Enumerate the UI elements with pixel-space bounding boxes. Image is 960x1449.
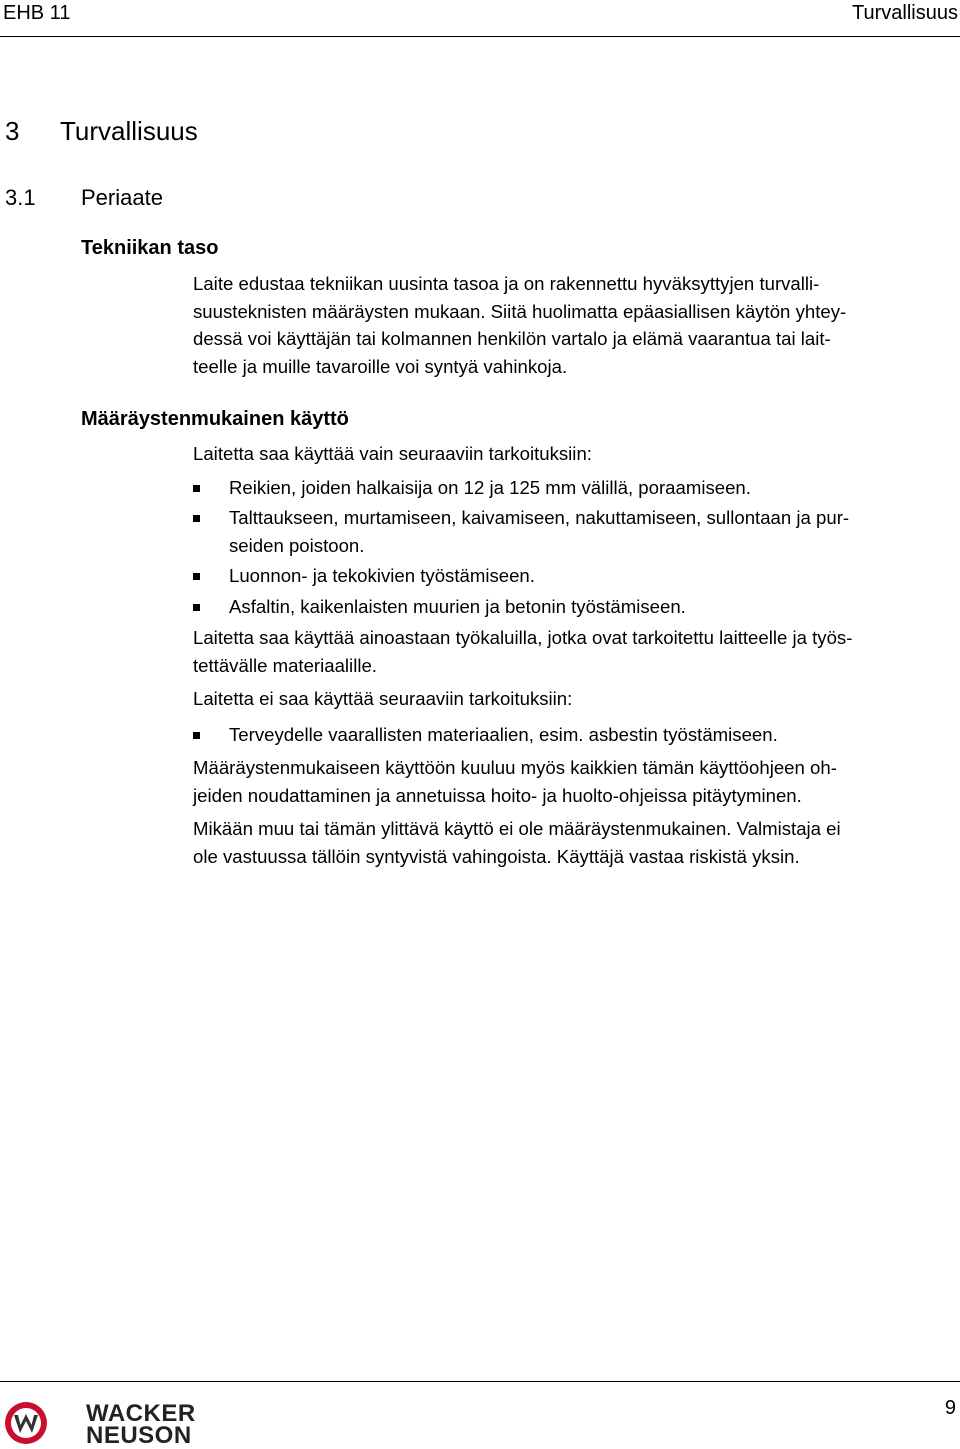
list-item: Luonnon- ja tekokivien työstämiseen. <box>193 562 957 590</box>
logo-text-wacker: WACKER <box>86 1400 196 1427</box>
page-header <box>0 0 960 36</box>
allowed-uses-list <box>193 474 957 621</box>
logo-text-neuson: NEUSON <box>86 1422 192 1449</box>
bullet-square-icon <box>193 732 200 739</box>
compliance-paragraph: Määräystenmukaiseen käyttöön kuuluu myös kaikkien tämän käyttöohjeen oh- jeiden noudattaminen ja annetuissa hoito- ja huolto-ohjeissa pitäytyminen. <box>193 757 837 806</box>
tools-paragraph: Laitetta saa käyttää ainoastaan työkaluilla, jotka ovat tarkoitettu laitteelle ja työs- tettävälle materiaalille. <box>193 627 853 676</box>
header-rule <box>0 36 960 37</box>
section-heading <box>5 185 163 211</box>
page-number: 9 <box>944 1397 956 1419</box>
bullet-square-icon <box>193 515 200 522</box>
section-number: 3.1 <box>5 185 36 210</box>
bullet-square-icon <box>193 604 200 611</box>
other-use-paragraph: Mikään muu tai tämän ylittävä käyttö ei ole määräystenmukainen. Valmistaja ei ole vastuussa tällöin syntyvistä vahingoista. Käyttäjä vastaa riskistä yksin. <box>193 818 841 867</box>
list-item: Asfaltin, kaikenlaisten muurien ja betonin työstämiseen. <box>193 593 957 621</box>
forbidden-uses-list <box>193 721 957 749</box>
list-item: Talttaukseen, murtamiseen, kaivamiseen, nakuttamiseen, sullontaan ja pur- seiden poistoon. <box>193 504 957 559</box>
allowed-intro: Laitetta saa käyttää vain seuraaviin tarkoituksiin: <box>193 443 592 464</box>
paragraph-line: Laite edustaa tekniikan uusinta tasoa ja on rakennettu hyväksyttyjen turvalli- <box>193 273 820 294</box>
chapter-heading <box>5 116 198 147</box>
intended-use-content <box>193 440 957 870</box>
chapter-title: Turvallisuus <box>60 116 198 146</box>
paragraph-line: teelle ja muille tavaroille voi syntyä vahinkoja. <box>193 355 568 377</box>
subsection-title-intended-use: Määräystenmukainen käyttö <box>81 408 349 430</box>
section-title: Periaate <box>81 185 163 210</box>
paragraph-line: dessä voi käyttäjän tai kolmannen henkilön vartalo ja elämä vaarantua tai lait- <box>193 328 831 349</box>
bullet-square-icon <box>193 573 200 580</box>
bullet-square-icon <box>193 485 200 492</box>
state-of-art-paragraph <box>193 270 957 380</box>
list-item: Reikien, joiden halkaisija on 12 ja 125 mm välillä, poraamiseen. <box>193 474 957 502</box>
list-item: Terveydelle vaarallisten materiaalien, esim. asbestin työstämiseen. <box>193 721 957 749</box>
subsection-title-state-of-art: Tekniikan taso <box>81 237 219 259</box>
footer-rule <box>0 1381 960 1382</box>
wacker-neuson-logo <box>2 1400 222 1449</box>
wacker-neuson-w-logo-icon <box>2 1400 50 1446</box>
forbidden-intro: Laitetta ei saa käyttää seuraaviin tarkoituksiin: <box>193 688 573 709</box>
header-chapter-title: Turvallisuus <box>852 2 958 24</box>
chapter-number: 3 <box>5 116 20 146</box>
header-doc-code: EHB 11 <box>3 2 71 24</box>
paragraph-line: suusteknisten määräysten mukaan. Siitä huolimatta epäasiallisen käytön yhtey- <box>193 300 847 322</box>
